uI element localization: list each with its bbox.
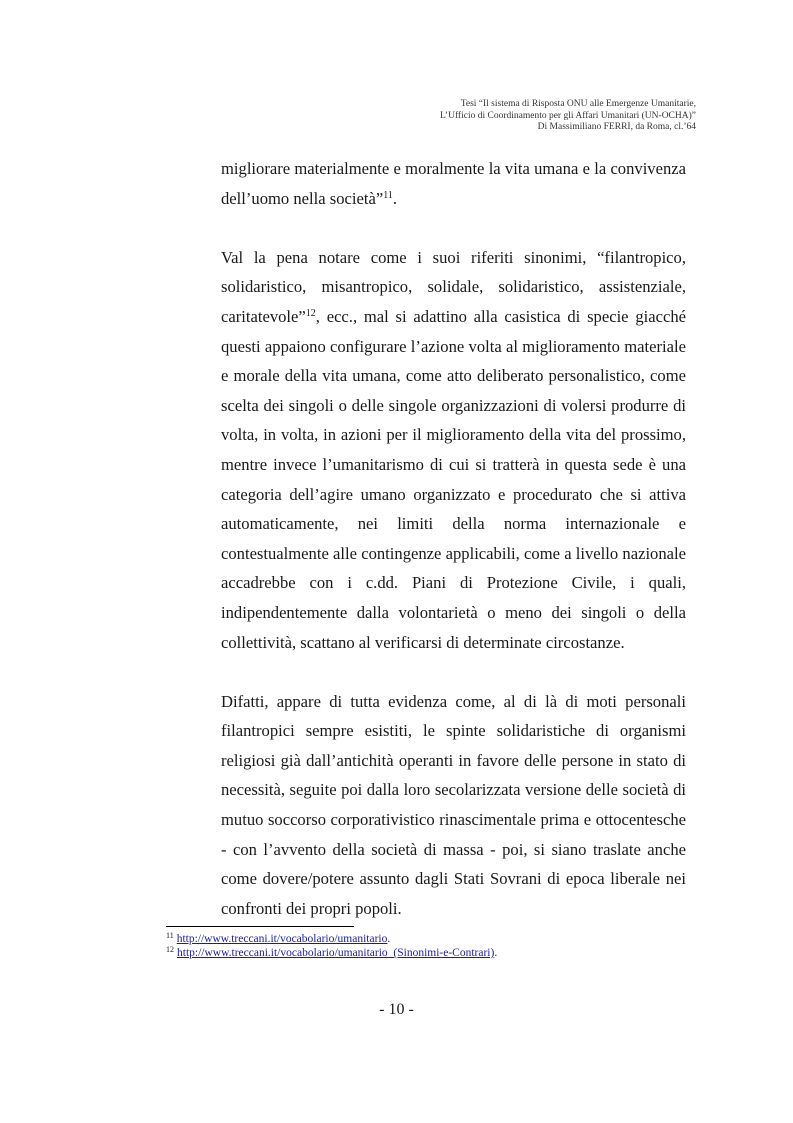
running-header (276, 99, 696, 134)
paragraph-1 (221, 154, 686, 213)
footnote-number: 12 (166, 945, 174, 954)
footnote-link[interactable]: http://www.treccani.it/vocabolario/umanitario (176, 933, 388, 945)
page-number: - 10 - (379, 1001, 414, 1018)
footnote-link[interactable]: http://www.treccani.it/vocabolario/umanitario_(Sinonimi-e-Contrari) (177, 947, 495, 959)
footnote-11 (166, 932, 706, 946)
paragraph-3: Difatti, appare di tutta evidenza come, al di là di moti personali filantropici sempre esistiti, le spinte solidaristiche di organismi religiosi già dall’antichità operanti in favore delle persone in stato di necessità, seguite poi dalla loro secolarizzata versione delle società di mutuo soccorso corporativistico rinascimentale prima e ottocentesche - con l’avvento della società di massa - poi, si siano traslate anche come dovere/potere assunto dagli Stati Sovrani di epoca liberale nei confronti dei propri popoli. (221, 691, 686, 918)
body-text (221, 154, 686, 923)
paragraph-2-text-b: , ecc., mal si adattino alla casistica di specie giacché questi appaiono configurare l’azione volta al miglioramento materiale e morale della vita umana, come atto deliberato personalistico, come scelta dei singoli o delle singole organizzazioni di volersi produrre di volta, in volta, in azioni per il miglioramento della vita del prossimo, mentre invece l’umanitarismo di cui si tratterà in questa sede è una categoria dell’agire umano organizzato e procedurato che si attiva automaticamente, nei limiti della norma internazionale e contestualmente alle contingenze applicabili, come a livello nazionale accadrebbe con i c.dd. Piani di Protezione Civile, i quali, indipendentemente dalla volontarietà o meno dei singoli o della collettività, scattano al verificarsi di determinate circostanze. (221, 306, 686, 652)
paragraph-1-tail: . (392, 188, 397, 208)
paragraph-2-text-a: Val la pena notare come i suoi riferiti sinonimi, “filantropico, solidaristico, misantropico, solidale, solidaristico, assistenziale, caritatevole” (221, 247, 686, 326)
header-line-3: Di Massimiliano FERRI, da Roma, cl.’64 (537, 122, 696, 132)
footnote-12 (166, 946, 706, 960)
footnote-ref-11[interactable]: 11 (383, 189, 393, 201)
paragraph-1-text: migliorare materialmente e moralmente la vita umana e la convivenza dell’uomo nella società” (221, 159, 686, 208)
footnote-number: 11 (166, 931, 174, 940)
footnote-divider (166, 926, 354, 927)
footnote-tail: . (387, 933, 391, 945)
paragraph-2 (221, 243, 686, 657)
footnotes (166, 932, 706, 960)
footnote-tail: . (494, 947, 498, 959)
footnote-ref-12[interactable]: 12 (305, 307, 316, 319)
header-line-2: L’Ufficio di Coordinamento per gli Affari Umanitari (UN-OCHA)” (439, 110, 696, 121)
header-line-1: Tesi “Il sistema di Risposta ONU alle Emergenze Umanitarie, (460, 99, 696, 109)
